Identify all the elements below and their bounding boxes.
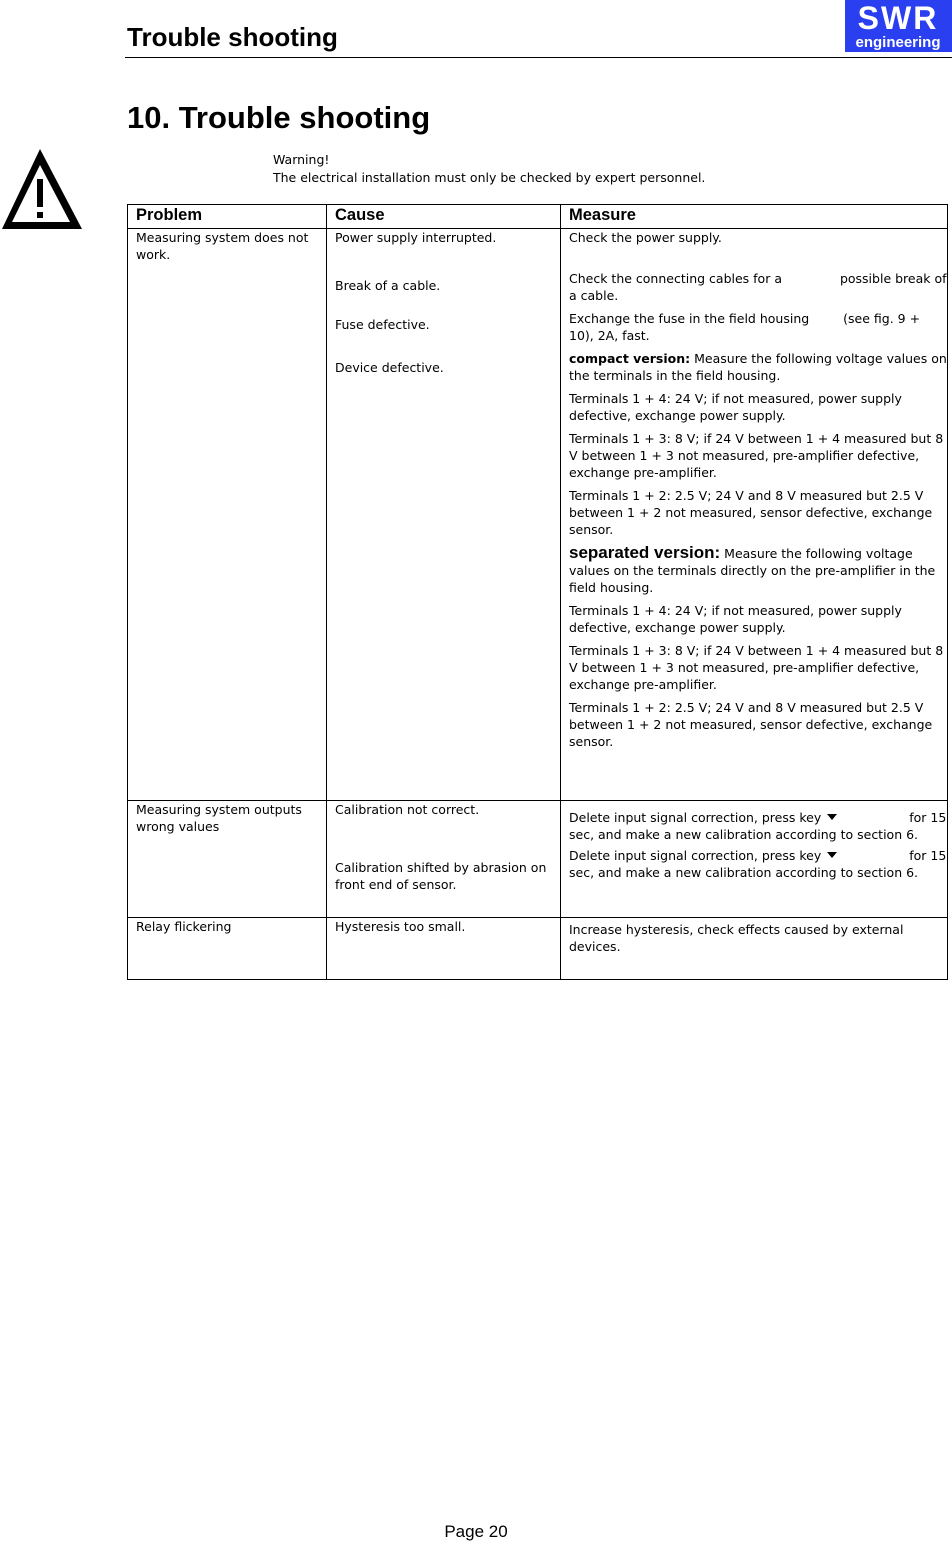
cause-cell <box>327 918 561 980</box>
measure-cell <box>561 801 948 918</box>
measure-text: for 15 sec, and make a new calibration according to section 6. <box>569 810 947 842</box>
measure-item: Terminals 1 + 2: 2.5 V; 24 V and 8 V measured but 2.5 V between 1 + 2 not measured, sensor defective, exchange sensor. <box>569 700 933 749</box>
measure-text: possible break of a cable. <box>569 271 947 303</box>
swr-engineering-logo <box>845 0 952 52</box>
measure-item: Terminals 1 + 2: 2.5 V; 24 V and 8 V measured but 2.5 V between 1 + 2 not measured, sensor defective, exchange sensor. <box>569 488 933 537</box>
cause-item: Device defective. <box>335 360 444 375</box>
header-rule <box>125 57 952 58</box>
cause-item: Power supply interrupted. <box>335 230 497 245</box>
problem-cell: Relay flickering <box>128 918 327 980</box>
down-arrow-key-icon <box>827 814 837 820</box>
table-row <box>128 918 948 980</box>
measure-text: Delete input signal correction, press key <box>569 810 822 825</box>
measure-item <box>569 809 947 843</box>
table-row <box>128 801 948 918</box>
measure-item: Terminals 1 + 3: 8 V; if 24 V between 1 + 4 measured but 8 V between 1 + 3 not measured, pre-amplifier defective, exchange pre-amplifier. <box>569 643 944 692</box>
section-title: 10. Trouble shooting <box>127 100 431 135</box>
measure-text: Delete input signal correction, press key <box>569 848 822 863</box>
measure-item <box>569 847 947 881</box>
logo-line2: engineering <box>855 34 941 51</box>
down-arrow-key-icon <box>827 852 837 858</box>
measure-text: Check the connecting cables for a <box>569 271 782 286</box>
measure-item: Terminals 1 + 4: 24 V; if not measured, power supply defective, exchange power supply. <box>569 603 902 635</box>
table-row <box>128 229 948 801</box>
warning-triangle-icon <box>0 145 84 233</box>
compact-version-text: Measure the following voltage values on the terminals in the field housing. <box>569 351 947 383</box>
trouble-shooting-table <box>127 204 948 980</box>
cause-item: Calibration not correct. <box>335 802 480 817</box>
problem-cell: Measuring system does not work. <box>128 229 327 801</box>
measure-item: Terminals 1 + 3: 8 V; if 24 V between 1 + 4 measured but 8 V between 1 + 3 not measured, pre-amplifier defective, exchange pre-amplifier. <box>569 431 944 480</box>
measure-cell <box>561 229 948 801</box>
measure-item: Increase hysteresis, check effects caused by external devices. <box>569 922 904 954</box>
warning-block <box>273 151 705 187</box>
warning-title: Warning! <box>273 152 330 167</box>
logo-line1: SWR <box>857 0 939 36</box>
separated-version-text: Measure the following voltage values on the terminals directly on the pre-amplifier in the field housing. <box>569 546 936 595</box>
cause-cell <box>327 801 561 918</box>
separated-version-label: separated version: <box>569 543 721 562</box>
measure-item <box>569 270 947 304</box>
measure-item <box>569 310 947 344</box>
measure-text: (see fig. 9 + 10), 2A, fast. <box>569 311 921 343</box>
warning-text: The electrical installation must only be checked by expert personnel. <box>273 170 706 185</box>
table-header-row <box>128 205 948 229</box>
measure-item: Check the power supply. <box>569 230 722 245</box>
header-cause: Cause <box>327 205 561 229</box>
measure-text: for 15 sec, and make a new calibration according to section 6. <box>569 848 947 880</box>
measure-item: Terminals 1 + 4: 24 V; if not measured, power supply defective, exchange power supply. <box>569 391 902 423</box>
problem-cell: Measuring system outputs wrong values <box>128 801 327 918</box>
page-number: Page 20 <box>444 1522 508 1541</box>
cause-cell <box>327 229 561 801</box>
cause-item: Break of a cable. <box>335 278 441 293</box>
measure-text: Exchange the fuse in the field housing <box>569 311 810 326</box>
measure-cell <box>561 918 948 980</box>
compact-version-block <box>569 350 947 384</box>
cause-item: Fuse defective. <box>335 317 430 332</box>
header-problem: Problem <box>128 205 327 229</box>
separated-version-block <box>569 544 947 596</box>
cause-item: Hysteresis too small. <box>335 919 466 934</box>
cause-item: Calibration shifted by abrasion on front end of sensor. <box>335 860 547 892</box>
header-measure: Measure <box>561 205 948 229</box>
header-title: Trouble shooting <box>127 22 338 52</box>
compact-version-label: compact version: <box>569 351 691 366</box>
